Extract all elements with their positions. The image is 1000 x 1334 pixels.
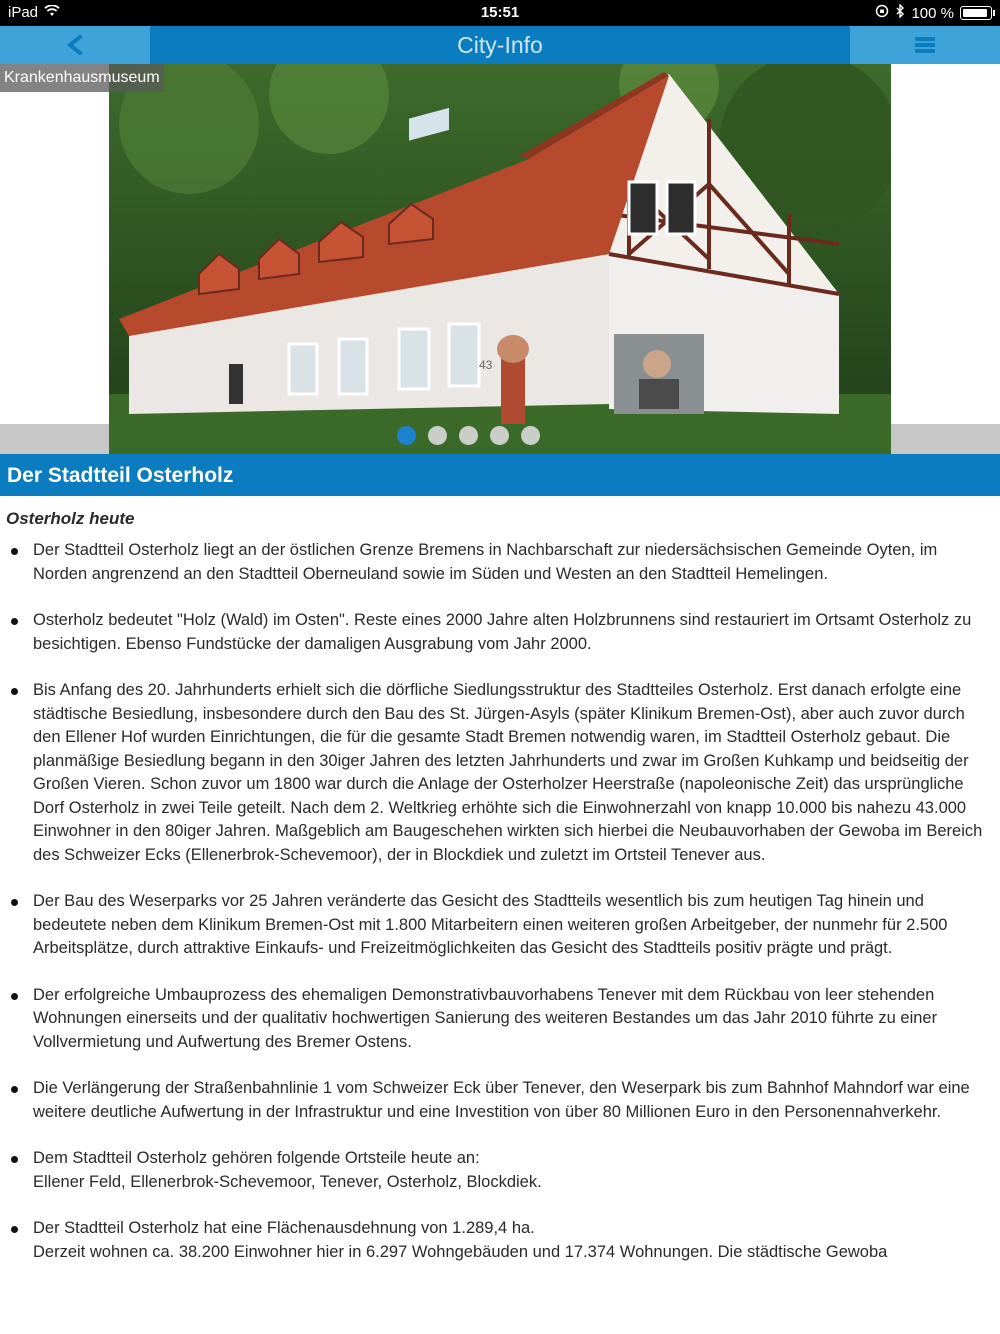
section-subtitle: Osterholz heute	[6, 509, 135, 528]
image-gallery[interactable]	[0, 64, 1000, 454]
list-item: Bis Anfang des 20. Jahrhunderts erhielt sich die dörfliche Siedlungsstruktur des Stadtteiles Osterholz. Erst danach erfolgte eine städtische Besiedlung, insbesondere durch den Bau des St. Jürgen-Asyls (später Klinikum Bremen-Ost), aber auch zuvor durch den Ellener Hof wurden Einrichtungen, die für die gesamte Stadt Bremen notwendig waren, im Stadtteil Osterholz gebaut. Die planmäßige Besiedlung begann in den 30iger Jahren des letzten Jahrhunderts und zwar im Großen Kuhkamp und beidseitig der Großen Vieren. Schon zuvor um 1800 war durch die Anlage der Osterholzer Heerstraße (napoleonische Zeit) das ursprüngliche Dorf Osterholz in zwei Teile geteilt. Nach dem 2. Weltkrieg erhöhte sich die Einwohnerzahl von knapp 10.000 bis nahezu 43.000 Einwohner in den 80iger Jahren. Maßgeblich am Baugeschehen wirkten sich hierbei die Neubauvorhaben der Gewoba im Bereich des Schweizer Ecks (Ellenerbrok-Schevemoor), der in Blockdiek und zuletzt im Ortsteil Tenever aus.	[0, 679, 1000, 867]
slide-dot[interactable]	[521, 426, 540, 445]
chevron-left-icon	[66, 35, 84, 55]
list-item: Die Verlängerung der Straßenbahnlinie 1 vom Schweizer Eck über Tenever, den Weserpark bis zum Bahnhof Mahndorf war eine weitere deutliche Aufwertung in der Infrastruktur und eine Investition von über 80 Millionen Euro in den Personennahverkehr.	[0, 1077, 1000, 1124]
list-item: Osterholz bedeutet "Holz (Wald) im Osten". Reste eines 2000 Jahre alten Holzbrunnens sind restauriert im Ortsamt Osterholz zu besichtigen. Ebenso Fundstücke der damaligen Ausgrabung vom Jahr 2000.	[0, 609, 1000, 656]
museum-photo	[109, 64, 891, 454]
article-content	[0, 496, 1000, 1287]
status-bar	[0, 0, 1000, 26]
slide-dot[interactable]	[428, 426, 447, 445]
navigation-bar	[0, 26, 1000, 64]
gallery-caption: Krankenhausmuseum	[0, 64, 164, 92]
device-label: iPad	[8, 4, 39, 21]
photo-number: 43	[479, 358, 493, 372]
hamburger-icon	[915, 37, 935, 53]
bullet-list	[0, 539, 1000, 1264]
battery-percent: 100 %	[911, 4, 954, 22]
status-time: 15:51	[480, 4, 520, 21]
slide-dot[interactable]	[490, 426, 509, 445]
list-item: Dem Stadtteil Osterholz gehören folgende Ortsteile heute an: Ellener Feld, Ellenerbrok-Schevemoor, Tenever, Osterholz, Blockdiek.	[0, 1147, 1000, 1194]
slide-dot[interactable]	[459, 426, 478, 445]
list-item: Der Stadtteil Osterholz liegt an der östlichen Grenze Bremens in Nachbarschaft zur niedersächsischen Gemeinde Oyten, im Norden angrenzend an den Stadtteil Oberneuland sowie im Süden und Westen an den Stadtteil Hemelingen.	[0, 539, 1000, 586]
page-title: City-Info	[457, 32, 543, 58]
battery-icon	[960, 6, 992, 20]
list-item: Der erfolgreiche Umbauprozess des ehemaligen Demonstrativbauvorhabens Tenever mit dem Rückbau von leer stehenden Wohnungen einerseits und der qualitativ hochwertigen Sanierung des weiteren Bestandes um das Jahr 2010 führte zu einer Vollvermietung und Aufwertung des Bremer Ostens.	[0, 984, 1000, 1055]
section-title: Der Stadtteil Osterholz	[0, 454, 1000, 496]
orientation-lock-icon	[875, 4, 889, 22]
list-item: Der Stadtteil Osterholz hat eine Flächenausdehnung von 1.289,4 ha. Derzeit wohnen ca. 38.200 Einwohner hier in 6.297 Wohngebäuden und 17.374 Wohnungen. Die städtische Gewoba	[0, 1217, 1000, 1264]
menu-button[interactable]	[850, 26, 1000, 64]
slide-dot[interactable]	[397, 426, 416, 445]
list-item: Der Bau des Weserparks vor 25 Jahren veränderte das Gesicht des Stadtteils wesentlich bis zum heutigen Tag hinein und bedeutete neben dem Klinikum Bremen-Ost mit 1.800 Mitarbeitern einen weiteren großen Arbeitgeber, der nunmehr für 2.500 Arbeitsplätze, durch attraktive Einkaufs- und Freizeitmöglichkeiten das Gesicht des Stadtteils positiv prägte und prägt.	[0, 890, 1000, 961]
bluetooth-icon	[895, 4, 905, 22]
gallery-photo[interactable]	[109, 64, 891, 454]
slide-indicator	[0, 426, 1000, 445]
back-button[interactable]	[0, 26, 150, 64]
